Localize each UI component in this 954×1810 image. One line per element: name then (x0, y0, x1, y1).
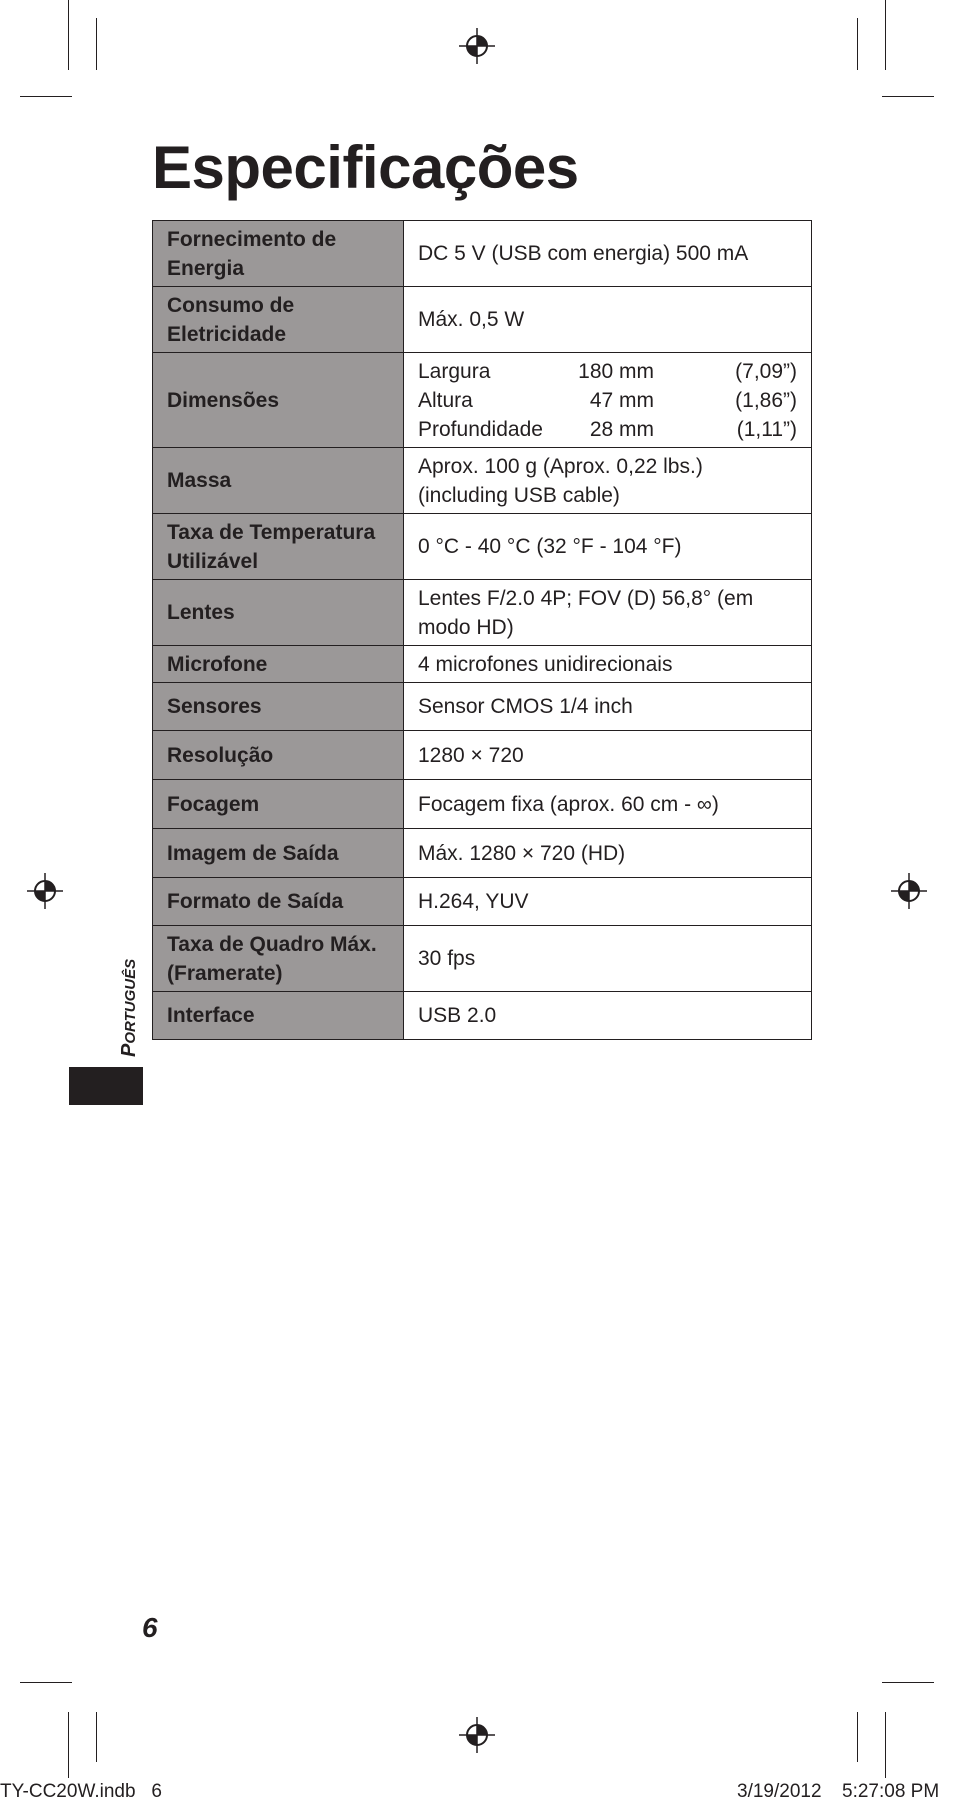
spec-value: 0 °C - 40 °C (32 °F - 104 °F) (404, 514, 812, 580)
spec-row (153, 926, 812, 992)
footer-time: 5:27:08 PM (842, 1781, 940, 1802)
spec-value: Máx. 1280 × 720 (HD) (404, 829, 812, 878)
spec-row (153, 580, 812, 646)
spec-label: Dimensões (153, 353, 404, 448)
spec-label: Microfone (153, 646, 404, 683)
spec-row (153, 221, 812, 287)
crop-mark (68, 1712, 69, 1778)
spec-label: Resolução (153, 731, 404, 780)
footer-file: TY-CC20W.indb 6 (0, 1781, 162, 1802)
language-label-rest: ORTUGUÊS (122, 958, 139, 1044)
registration-target-icon (457, 1715, 497, 1755)
spec-label: Focagem (153, 780, 404, 829)
spec-value: 30 fps (404, 926, 812, 992)
dimension-name: Altura (418, 388, 473, 412)
registration-target-icon (25, 871, 65, 911)
spec-label: Imagem de Saída (153, 829, 404, 878)
spec-row (153, 992, 812, 1040)
spec-label: Formato de Saída (153, 878, 404, 926)
spec-row (153, 683, 812, 731)
spec-value: Máx. 0,5 W (404, 287, 812, 353)
spec-row (153, 646, 812, 683)
crop-mark (882, 1682, 934, 1683)
spec-row (153, 353, 812, 448)
crop-mark (68, 0, 69, 70)
spec-value: Lentes F/2.0 4P; FOV (D) 56,8° (em modo HD) (404, 580, 812, 646)
registration-target-icon (457, 26, 497, 66)
crop-mark (885, 1712, 886, 1778)
spec-value: Aprox. 100 g (Aprox. 0,22 lbs.) (including USB cable) (404, 448, 812, 514)
spec-value: Focagem fixa (aprox. 60 cm - ∞) (404, 780, 812, 829)
dimension-inch: (1,86”) (735, 388, 797, 412)
language-tab-block (69, 1067, 143, 1105)
spec-label: Interface (153, 992, 404, 1040)
footer-date: 3/19/2012 (737, 1781, 822, 1802)
page-title: Especificações (152, 134, 579, 201)
spec-value: USB 2.0 (404, 992, 812, 1040)
crop-mark (20, 1682, 72, 1683)
spec-label: Fornecimento de Energia (153, 221, 404, 287)
spec-label: Taxa de Quadro Máx. (Framerate) (153, 926, 404, 992)
spec-value: 4 microfones unidirecionais (404, 646, 812, 683)
crop-mark (885, 0, 886, 70)
spec-row (153, 448, 812, 514)
spec-label: Massa (153, 448, 404, 514)
spec-label: Taxa de Temperatura Utilizável (153, 514, 404, 580)
language-side-label (118, 959, 141, 1057)
dimension-inch: (1,11”) (736, 417, 797, 441)
spec-row (153, 287, 812, 353)
spec-row (153, 731, 812, 780)
spec-label: Lentes (153, 580, 404, 646)
spec-value-dimensions (404, 353, 812, 448)
crop-mark (96, 18, 97, 70)
spec-row (153, 514, 812, 580)
crop-mark (857, 18, 858, 70)
dimension-inch: (7,09”) (735, 359, 797, 383)
spec-label: Consumo de Eletricidade (153, 287, 404, 353)
dimension-mm: 28 mm (589, 417, 654, 441)
crop-mark (20, 96, 72, 97)
spec-table (152, 220, 812, 1040)
spec-row (153, 780, 812, 829)
crop-mark (882, 96, 934, 97)
dimension-mm: 47 mm (589, 388, 654, 412)
crop-mark (96, 1712, 97, 1762)
crop-mark (857, 1712, 858, 1762)
page-number: 6 (142, 1612, 158, 1643)
language-label-initial: P (118, 1043, 140, 1057)
spec-label: Sensores (153, 683, 404, 731)
spec-row (153, 829, 812, 878)
dimension-mm: 180 mm (578, 359, 654, 383)
spec-value: Sensor CMOS 1/4 inch (404, 683, 812, 731)
spec-value: DC 5 V (USB com energia) 500 mA (404, 221, 812, 287)
spec-row (153, 878, 812, 926)
dimension-name: Profundidade (418, 417, 543, 441)
spec-value: H.264, YUV (404, 878, 812, 926)
registration-target-icon (889, 871, 929, 911)
dimension-name: Largura (418, 359, 491, 383)
spec-value: 1280 × 720 (404, 731, 812, 780)
